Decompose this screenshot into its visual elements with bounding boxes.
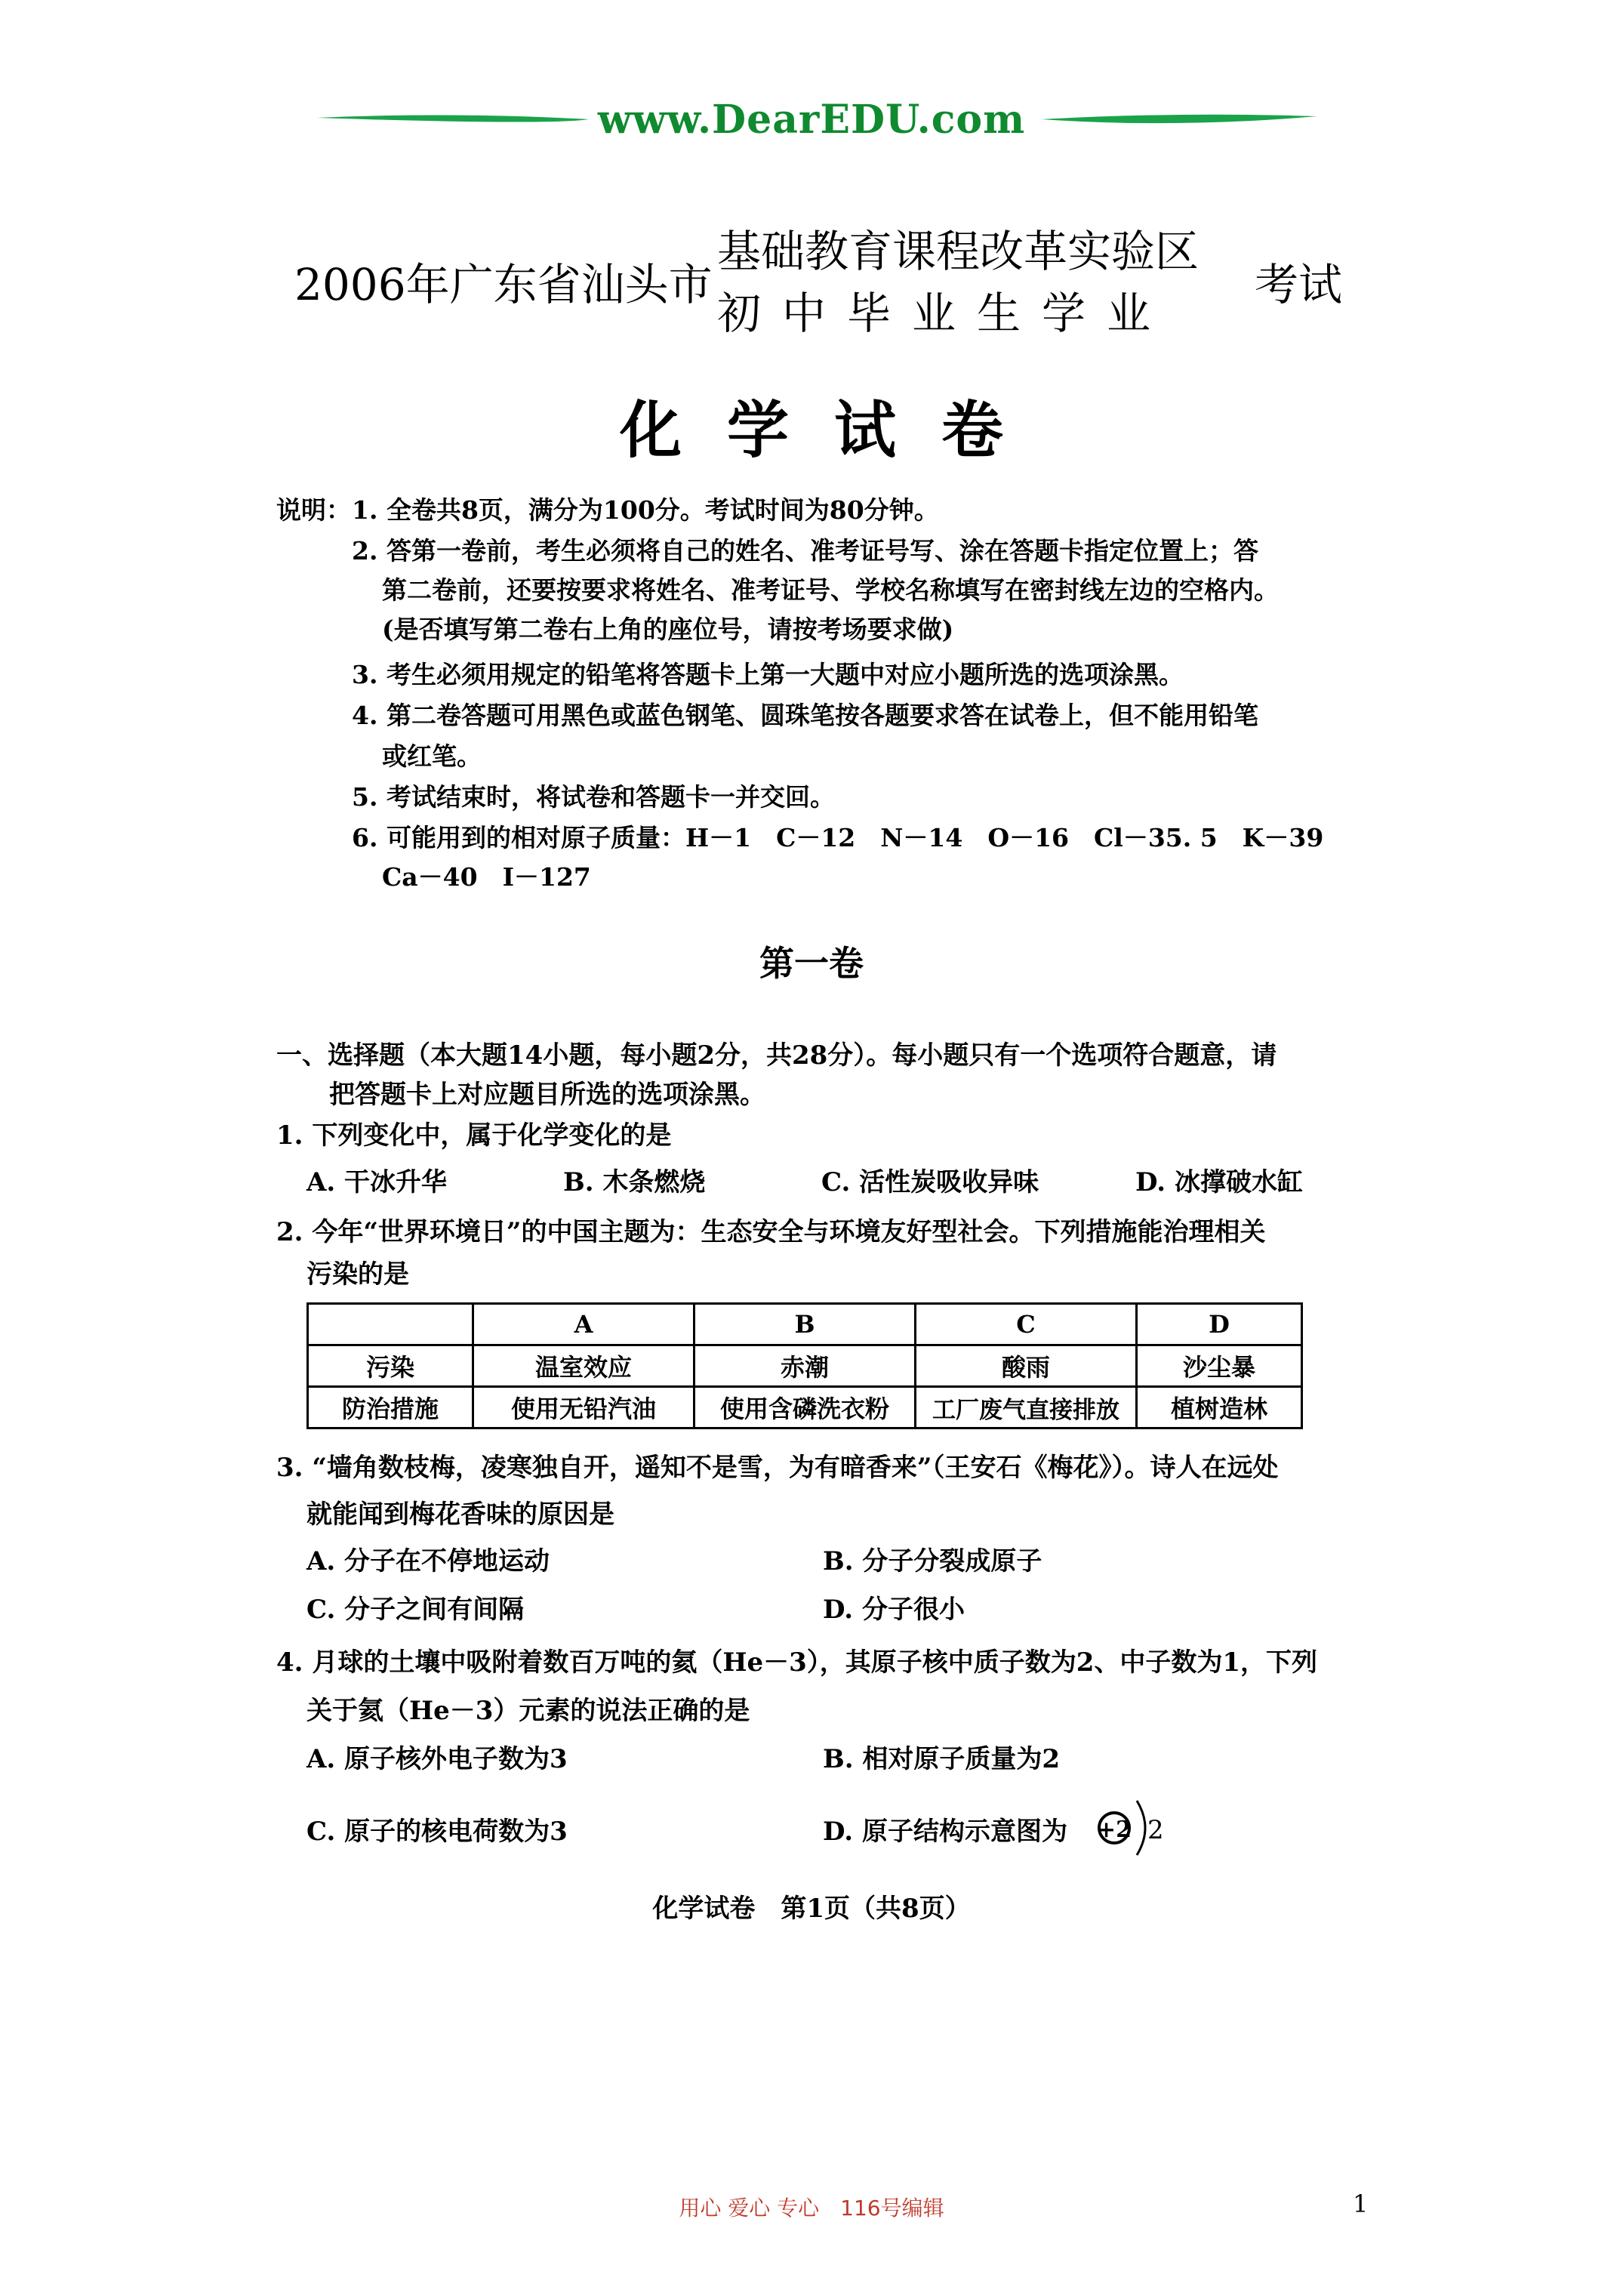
q4-stem: 4. 月球的土壤中吸附着数百万吨的氦（He－3），其原子核中质子数为2、中子数为1，下列 bbox=[276, 1647, 1318, 1678]
table-cell: 工厂废气直接排放 bbox=[916, 1387, 1137, 1428]
q3-option-c: C. 分子之间有间隔 bbox=[306, 1595, 525, 1625]
table-cell: 污染 bbox=[308, 1345, 473, 1387]
atom-nucleus-label: +2 bbox=[1096, 1817, 1132, 1843]
q4-option-b: B. 相对原子质量为2 bbox=[823, 1744, 1061, 1774]
instruction-line: 3. 考生必须用规定的铅笔将答题卡上第一大题中对应小题所选的选项涂黑。 bbox=[352, 660, 1184, 689]
title-left: 2006年广东省汕头市 bbox=[294, 259, 713, 310]
section-title: 第一卷 bbox=[759, 943, 864, 984]
table-cell: 使用含磷洗衣粉 bbox=[694, 1387, 916, 1428]
part-heading-cont: 把答题卡上对应题目所选的选项涂黑。 bbox=[329, 1080, 765, 1110]
q4-option-c: C. 原子的核电荷数为3 bbox=[306, 1817, 568, 1847]
title-mid-top: 基础教育课程改革实验区 bbox=[717, 226, 1200, 277]
editor-note: 用心 爱心 专心 116号编辑 bbox=[679, 2196, 944, 2220]
table-cell bbox=[308, 1304, 473, 1345]
q1-option-a: A. 干冰升华 bbox=[306, 1167, 448, 1197]
instruction-line: 第二卷前，还要按要求将姓名、准考证号、学校名称填写在密封线左边的空格内。 bbox=[382, 575, 1279, 605]
q4-stem-cont: 关于氦（He－3）元素的说法正确的是 bbox=[306, 1696, 750, 1726]
table-row bbox=[308, 1387, 1302, 1428]
part-heading: 一、选择题（本大题14小题，每小题2分，共28分）。每小题只有一个选项符合题意，请 bbox=[276, 1040, 1277, 1071]
q3-stem-cont: 就能闻到梅花香味的原因是 bbox=[306, 1499, 614, 1530]
q2-table bbox=[306, 1302, 1303, 1429]
q3-option-a: A. 分子在不停地运动 bbox=[306, 1546, 550, 1576]
table-cell: D bbox=[1137, 1304, 1302, 1345]
title-mid-bottom: 初中毕业生学业 bbox=[717, 288, 1172, 339]
table-cell: 酸雨 bbox=[916, 1345, 1137, 1387]
title-right: 考试 bbox=[1255, 259, 1343, 310]
q4-option-a: A. 原子核外电子数为3 bbox=[306, 1744, 568, 1774]
table-cell: A bbox=[473, 1304, 694, 1345]
instruction-line: 1. 全卷共8页，满分为100分。考试时间为80分钟。 bbox=[352, 495, 939, 525]
instruction-line: 2. 答第一卷前，考生必须将自己的姓名、准考证号写、涂在答题卡指定位置上；答 bbox=[352, 536, 1258, 566]
table-cell: 防治措施 bbox=[308, 1387, 473, 1428]
table-row bbox=[308, 1304, 1302, 1345]
table-cell: 使用无铅汽油 bbox=[473, 1387, 694, 1428]
atom-structure-diagram bbox=[1093, 1786, 1184, 1876]
q1-stem: 1. 下列变化中，属于化学变化的是 bbox=[276, 1120, 672, 1151]
q4-option-d: D. 原子结构示意图为 bbox=[823, 1817, 1067, 1847]
instruction-line: 6. 可能用到的相对原子质量：H－1 C－12 N－14 O－16 Cl－35. 5 K－39 bbox=[352, 823, 1324, 852]
instruction-line: 5. 考试结束时，将试卷和答题卡一并交回。 bbox=[352, 782, 835, 812]
instruction-line: (是否填写第二卷右上角的座位号，请按考场要求做) bbox=[382, 615, 954, 644]
table-cell: 赤潮 bbox=[694, 1345, 916, 1387]
q1-option-b: B. 木条燃烧 bbox=[563, 1167, 706, 1197]
q3-option-b: B. 分子分裂成原子 bbox=[823, 1546, 1042, 1576]
atom-electron-count: 2 bbox=[1147, 1815, 1164, 1845]
page-footer: 化学试卷 第1页（共8页） bbox=[652, 1894, 971, 1924]
table-row bbox=[308, 1345, 1302, 1387]
instruction-line: 或红笔。 bbox=[382, 741, 482, 771]
table-cell: B bbox=[694, 1304, 916, 1345]
page-number: 1 bbox=[1353, 2190, 1369, 2218]
q1-option-d: D. 冰撑破水缸 bbox=[1135, 1167, 1303, 1197]
q3-stem: 3. “墙角数枝梅，凌寒独自开，遥知不是雪，为有暗香来”（王安石《梅花》）。诗人在远处 bbox=[276, 1453, 1279, 1483]
table-cell: C bbox=[916, 1304, 1137, 1345]
q3-option-d: D. 分子很小 bbox=[823, 1595, 965, 1625]
table-cell: 植树造林 bbox=[1137, 1387, 1302, 1428]
exam-title-block bbox=[294, 210, 1351, 338]
site-logo-text: www.DearEDU.com bbox=[597, 97, 1026, 143]
main-title: 化学试卷 bbox=[619, 394, 1049, 467]
table-cell: 沙尘暴 bbox=[1137, 1345, 1302, 1387]
instruction-line: 4. 第二卷答题可用黑色或蓝色钢笔、圆珠笔按各题要求答在试卷上，但不能用铅笔 bbox=[352, 701, 1258, 730]
q2-stem-cont: 污染的是 bbox=[306, 1259, 409, 1290]
q1-option-c: C. 活性炭吸收异味 bbox=[821, 1167, 1039, 1197]
q2-stem: 2. 今年“世界环境日”的中国主题为：生态安全与环境友好型社会。下列措施能治理相关 bbox=[276, 1217, 1266, 1247]
instructions-label: 说明： bbox=[276, 495, 351, 525]
table-cell: 温室效应 bbox=[473, 1345, 694, 1387]
instruction-line: Ca－40 I－127 bbox=[382, 862, 591, 892]
